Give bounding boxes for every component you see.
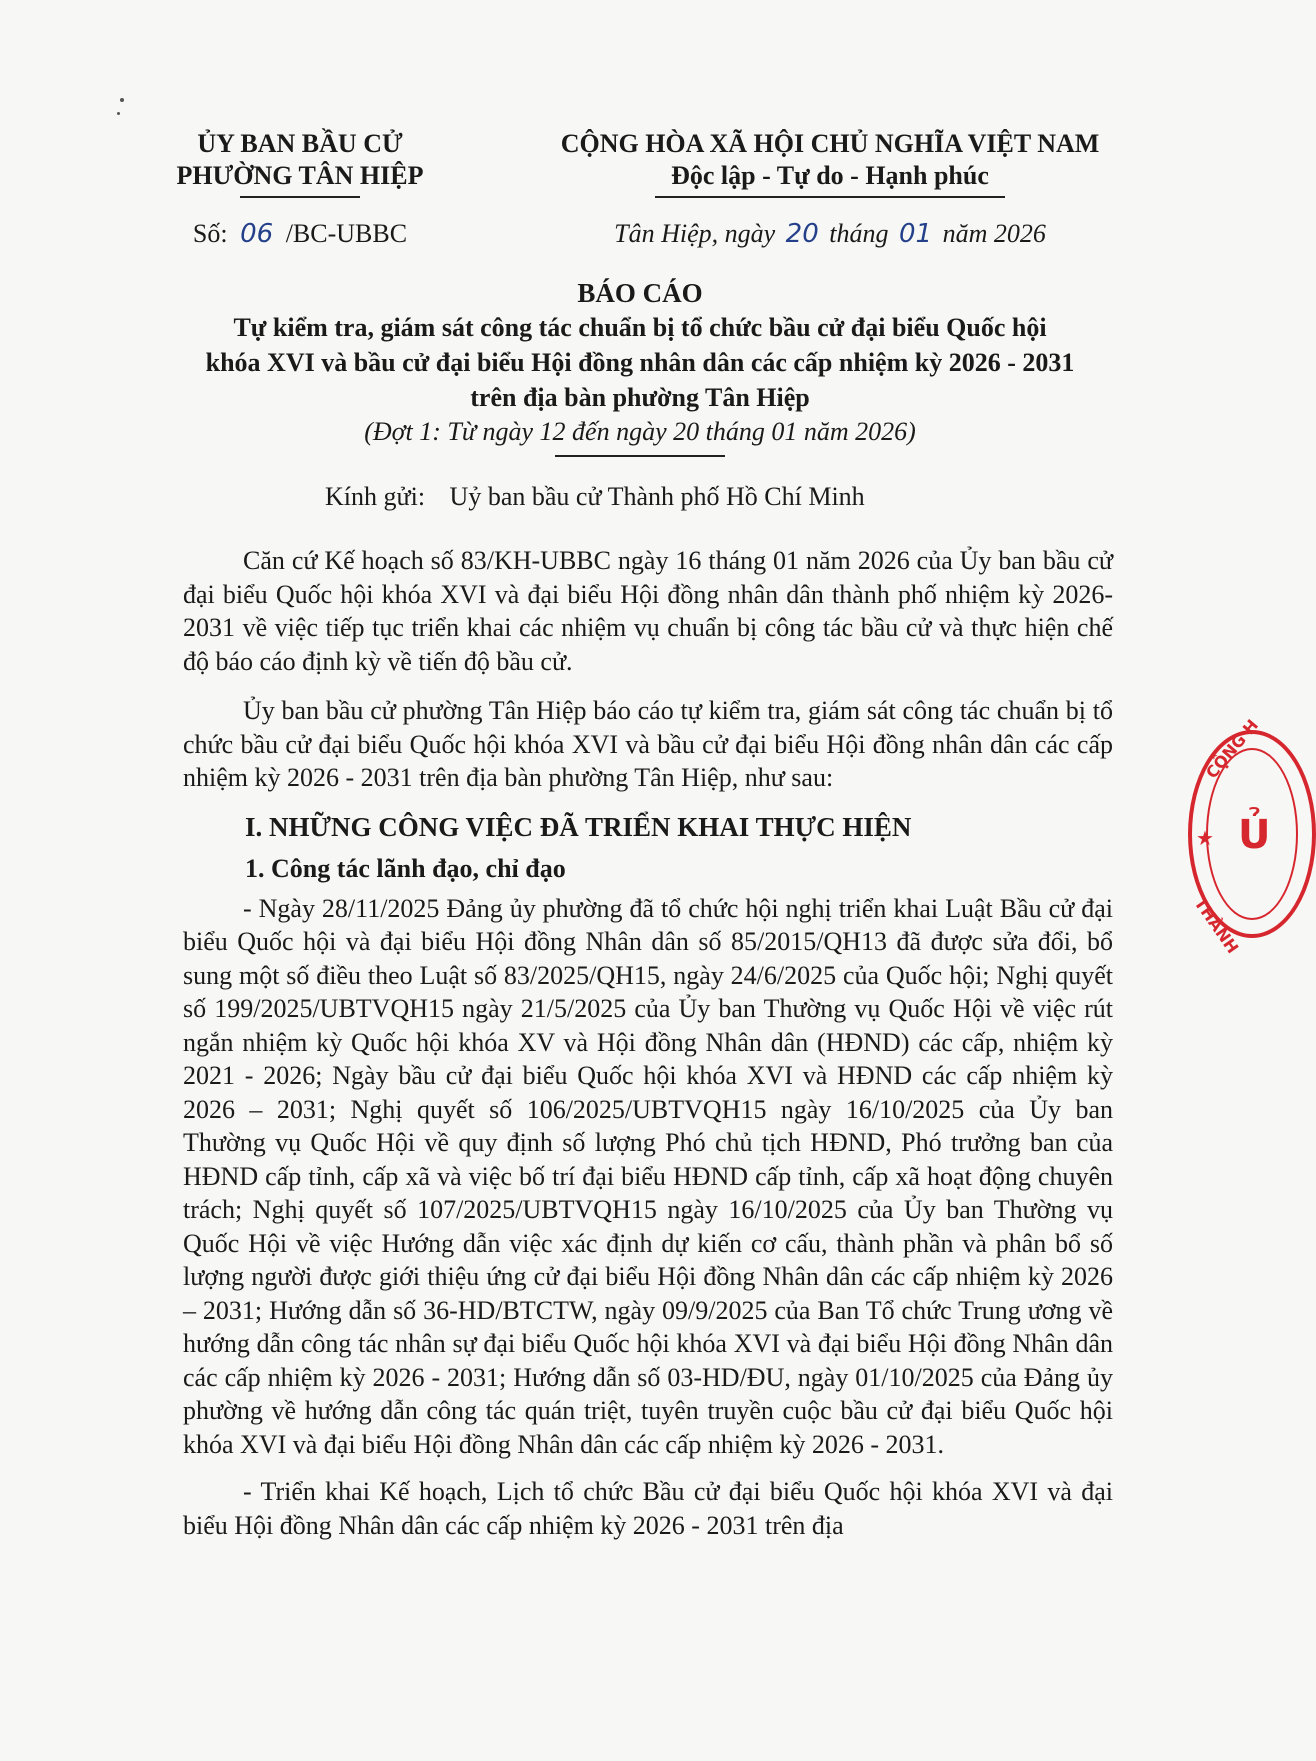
date-month-label: tháng: [829, 219, 889, 248]
title-underline: [555, 455, 725, 457]
issuing-authority-block: [150, 128, 450, 250]
document-number-suffix: /BC-UBBC: [285, 219, 408, 248]
document-number-handwritten: 06: [240, 219, 274, 249]
authority-underline: [240, 196, 360, 198]
place-and-date: [520, 218, 1140, 250]
official-seal-stamp: [1188, 715, 1316, 957]
seal-inner-text: Ủ: [1238, 812, 1271, 858]
seal-text-top: CỘNG H: [1202, 715, 1263, 783]
document-number: [150, 218, 450, 250]
report-period: (Đợt 1: Từ ngày 12 đến ngày 20 tháng 01 năm 2026): [364, 417, 916, 446]
section-heading: I. NHỮNG CÔNG VIỆC ĐÃ TRIỂN KHAI THỰC HIỆN: [245, 811, 912, 842]
report-body: [183, 544, 1113, 1556]
report-subject-line1: Tự kiểm tra, giám sát công tác chuẩn bị tổ chức bầu cử đại biểu Quốc hội: [233, 313, 1047, 342]
date-month-handwritten: 01: [899, 219, 933, 249]
recipient-label: Kính gửi:: [325, 482, 426, 511]
scan-speck: [117, 112, 120, 115]
seal-text-bottom: THÀNH: [1190, 894, 1243, 957]
date-year: năm 2026: [942, 219, 1046, 248]
report-type: BÁO CÁO: [577, 278, 703, 308]
bullet-paragraph: - Triển khai Kế hoạch, Lịch tổ chức Bầu cử đại biểu Quốc hội khóa XVI và đại biểu Hội đồng Nhân dân các cấp nhiệm kỳ 2026 - 2031 trên địa: [183, 1477, 1113, 1540]
scan-speck: [120, 98, 124, 102]
recipient-line: [325, 480, 883, 514]
national-title-block: [520, 128, 1140, 250]
report-title-block: [150, 276, 1130, 457]
recipient-name: Uỷ ban bầu cử Thành phố Hồ Chí Minh: [449, 482, 865, 511]
document-number-prefix: Số:: [192, 219, 228, 248]
seal-star-icon: ★: [1196, 826, 1214, 850]
authority-name-line2: PHƯỜNG TÂN HIỆP: [176, 161, 424, 190]
body-paragraph: Căn cứ Kế hoạch số 83/KH-UBBC ngày 16 tháng 01 năm 2026 của Ủy ban bầu cử đại biểu Quốc hội khóa XVI và đại biểu Hội đồng nhân dân thành phố nhiệm kỳ 2026-2031 về việc tiếp tục triển khai các nhiệm vụ chuẩn bị công tác bầu cử và thực hiện chế độ báo cáo định kỳ về tiến độ bầu cử.: [183, 546, 1113, 676]
body-paragraph: Ủy ban bầu cử phường Tân Hiệp báo cáo tự kiểm tra, giám sát công tác chuẩn bị tổ chức bầu cử đại biểu Quốc hội khóa XVI và bầu cử đại biểu Hội đồng nhân dân các cấp nhiệm kỳ 2026 - 2031 trên địa bàn phường Tân Hiệp, như sau:: [183, 696, 1113, 792]
subsection-heading: 1. Công tác lãnh đạo, chỉ đạo: [245, 854, 566, 883]
motto-underline: [655, 196, 1005, 198]
bullet-paragraph: - Ngày 28/11/2025 Đảng ủy phường đã tổ chức hội nghị triển khai Luật Bầu cử đại biểu Quốc hội và đại biểu Hội đồng Nhân dân số 85/2015/QH13 đã được sửa đổi, bổ sung một số điều theo Luật số 83/2025/QH15, ngày 24/6/2025 của Quốc hội; Nghị quyết số 199/2025/UBTVQH15 ngày 21/5/2025 của Ủy ban Thường vụ Quốc Hội về việc rút ngắn nhiệm kỳ Quốc hội khóa XV và Hội đồng Nhân dân (HĐND) các cấp, nhiệm kỳ 2021 - 2026; Ngày bầu cử đại biểu Quốc hội khóa XVI và HĐND các cấp nhiệm kỳ 2026 – 2031; Nghị quyết số 106/2025/UBTVQH15 ngày 16/10/2025 của Ủy ban Thường vụ Quốc Hội về quy định số lượng Phó chủ tịch HĐND, Phó trưởng ban của HĐND cấp tỉnh, cấp xã và việc bố trí đại biểu HĐND cấp tỉnh, cấp xã hoạt động chuyên trách; Nghị quyết số 107/2025/UBTVQH15 ngày 16/10/2025 của Ủy ban Thường vụ Quốc Hội về việc Hướng dẫn việc xác định dự kiến cơ cấu, thành phần và phân bổ số lượng người được giới thiệu ứng cử đại biểu Hội đồng Nhân dân các cấp nhiệm kỳ 2026 – 2031; Hướng dẫn số 36-HD/BTCTW, ngày 09/9/2025 của Ban Tổ chức Trung ương về hướng dẫn công tác nhân sự đại biểu Quốc hội khóa XVI và đại biểu Hội đồng Nhân dân các cấp nhiệm kỳ 2026 - 2031; Hướng dẫn số 03-HD/ĐU, ngày 01/10/2025 của Đảng ủy phường về hướng dẫn công tác quán triệt, tuyên truyền cuộc bầu cử đại biểu Quốc hội khóa XVI và đại biểu Hội đồng Nhân dân các cấp nhiệm kỳ 2026 - 2031.: [183, 893, 1113, 1459]
nation-motto: Độc lập - Tự do - Hạnh phúc: [671, 161, 989, 190]
report-subject-line3: trên địa bàn phường Tân Hiệp: [470, 383, 810, 412]
authority-name-line1: ỦY BAN BẦU CỬ: [197, 129, 403, 158]
report-subject-line2: khóa XVI và bầu cử đại biểu Hội đồng nhân dân các cấp nhiệm kỳ 2026 - 2031: [205, 348, 1075, 377]
date-prefix: Tân Hiệp, ngày: [614, 219, 776, 248]
nation-title: CỘNG HÒA XÃ HỘI CHỦ NGHĨA VIỆT NAM: [560, 129, 1100, 158]
date-day-handwritten: 20: [785, 219, 819, 249]
